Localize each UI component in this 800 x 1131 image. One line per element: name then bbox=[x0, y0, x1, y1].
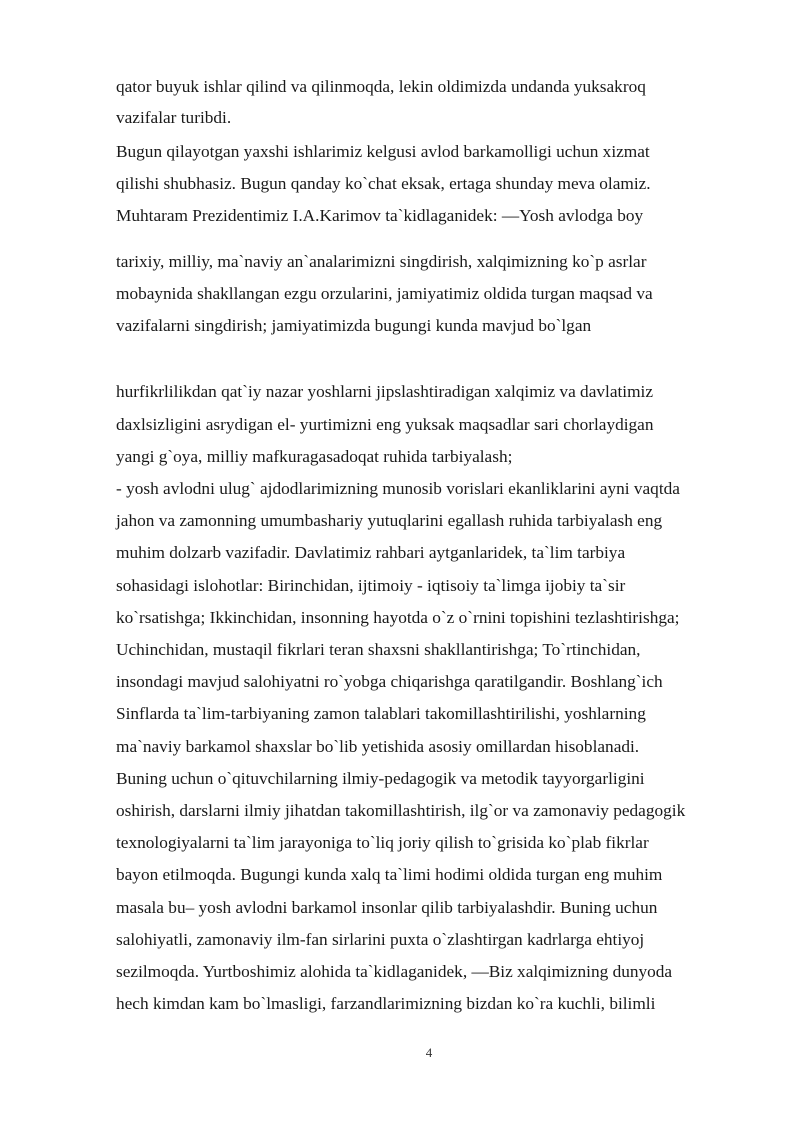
page-number: 4 bbox=[425, 1045, 433, 1060]
text-line: oshirish, darslarni ilmiy jihatdan takomillashtirish, ilg`or va zamonaviy pedagogik bbox=[116, 801, 686, 820]
text-line: qilishi shubhasiz. Bugun qanday ko`chat eksak, ertaga shunday meva olamiz. bbox=[116, 174, 651, 193]
text-line: tarixiy, milliy, ma`naviy an`analarimizni singdirish, xalqimizning ko`p asrlar bbox=[116, 252, 647, 271]
text-line: daxlsizligini asrydigan el- yurtimizni eng yuksak maqsadlar sari chorlaydigan bbox=[116, 415, 654, 434]
text-line: sohasidagi islohotlar: Birinchidan, ijtimoiy - iqtisoiy ta`limga ijobiy ta`sir bbox=[116, 576, 626, 595]
text-line: bayon etilmoqda. Bugungi kunda xalq ta`limi hodimi oldida turgan eng muhim bbox=[116, 865, 663, 884]
text-line: hurfikrlilikdan qat`iy nazar yoshlarni jipslashtiradigan xalqimiz va davlatimiz bbox=[116, 382, 654, 401]
text-line: qator buyuk ishlar qilind va qilinmoqda, lekin oldimizda undanda yuksakroq bbox=[116, 77, 646, 96]
text-line: yangi g`oya, milliy mafkuragasadoqat ruhida tarbiyalash; bbox=[116, 447, 513, 466]
text-line: Bugun qilayotgan yaxshi ishlarimiz kelgusi avlod barkamolligi uchun xizmat bbox=[116, 142, 650, 161]
text-line: vazifalarni singdirish; jamiyatimizda bugungi kunda mavjud bo`lgan bbox=[116, 316, 592, 335]
text-line: Buning uchun o`qituvchilarning ilmiy-pedagogik va metodik tayyorgarligini bbox=[116, 769, 645, 788]
text-line: Sinflarda ta`lim-tarbiyaning zamon talablari takomillashtirilishi, yoshlarning bbox=[116, 704, 646, 723]
text-line: ko`rsatishga; Ikkinchidan, insonning hayotda o`z o`rnini topishini tezlashtirishga; bbox=[116, 608, 680, 627]
text-line: hech kimdan kam bo`lmasligi, farzandlarimizning bizdan ko`ra kuchli, bilimli bbox=[116, 994, 656, 1013]
text-line: masala bu– yosh avlodni barkamol insonlar qilib tarbiyalashdir. Buning uchun bbox=[116, 898, 658, 917]
text-line: ma`naviy barkamol shaxslar bo`lib yetishida asosiy omillardan hisoblanadi. bbox=[116, 737, 640, 756]
text-line: muhim dolzarb vazifadir. Davlatimiz rahbari aytganlaridek, ta`lim tarbiya bbox=[116, 543, 626, 562]
text-line: salohiyatli, zamonaviy ilm-fan sirlarini puxta o`zlashtirgan kadrlarga ehtiyoj bbox=[116, 930, 645, 949]
text-line: - yosh avlodni ulug` ajdodlarimizning munosib vorislari ekanliklarini ayni vaqtda bbox=[116, 479, 680, 498]
text-line: mobaynida shakllangan ezgu orzularini, jamiyatimiz oldida turgan maqsad va bbox=[116, 284, 653, 303]
text-line: Uchinchidan, mustaqil fikrlari teran shaxsni shakllantirishga; To`rtinchidan, bbox=[116, 640, 641, 659]
text-line: vazifalar turibdi. bbox=[116, 108, 232, 127]
text-line: insondagi mavjud salohiyatni ro`yobga chiqarishga qaratilgandir. Boshlang`ich bbox=[116, 672, 663, 691]
text-line: jahon va zamonning umumbashariy yutuqlarini egallash ruhida tarbiyalash eng bbox=[116, 511, 663, 530]
text-line: sezilmoqda. Yurtboshimiz alohida ta`kidlaganidek, —Biz xalqimizning dunyoda bbox=[116, 962, 673, 981]
text-line: Muhtaram Prezidentimiz I.A.Karimov ta`kidlaganidek: —Yosh avlodga boy bbox=[116, 206, 644, 225]
text-line: texnologiyalarni ta`lim jarayoniga to`liq joriy qilish to`grisida ko`plab fikrlar bbox=[116, 833, 649, 852]
